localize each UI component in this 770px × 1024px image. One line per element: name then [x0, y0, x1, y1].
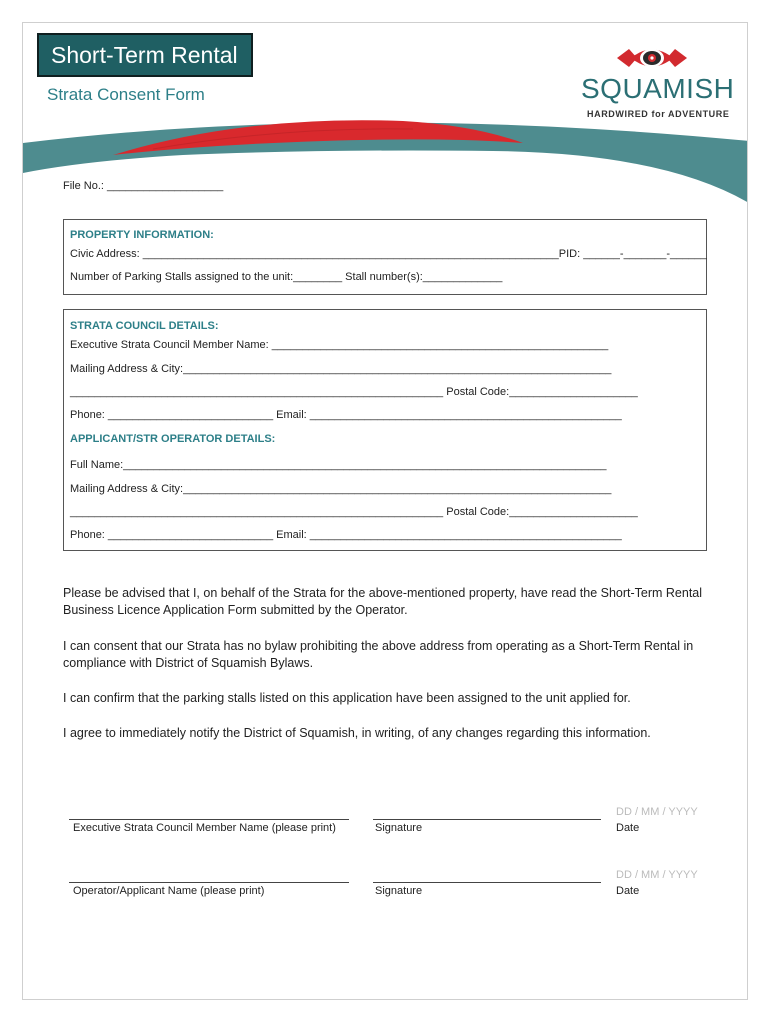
form-page: [22, 22, 748, 1000]
operator-name-signature-line[interactable]: [69, 882, 349, 883]
operator-date-field[interactable]: DD / MM / YYYY: [616, 869, 698, 881]
applicant-phone-email-field[interactable]: Phone: ___________________________ Email: ___________________________________________________: [70, 529, 622, 541]
strata-name-signature-line[interactable]: [69, 819, 349, 820]
logo-wordmark: SQUAMISH: [581, 73, 735, 104]
applicant-name-field[interactable]: Full Name:_______________________________________________________________________________: [70, 459, 607, 471]
strata-member-name-field[interactable]: Executive Strata Council Member Name: _______________________________________________________: [70, 339, 609, 351]
operator-name-label: Operator/Applicant Name (please print): [73, 885, 265, 897]
consent-paragraph-3: I can confirm that the parking stalls listed on this application have been assigned to the unit applied for.: [63, 691, 631, 705]
strata-signature-label: Signature: [375, 822, 423, 834]
form-title: Short-Term Rental: [37, 33, 253, 77]
strata-postal-code-field[interactable]: _____________________________________________________________ Postal Code:_____________________: [70, 386, 638, 398]
form-subtitle: Strata Consent Form: [47, 85, 205, 104]
file-number-field[interactable]: File No.: ___________________: [63, 180, 224, 192]
strata-date-field[interactable]: DD / MM / YYYY: [616, 806, 698, 818]
property-info-box: [63, 219, 707, 295]
strata-name-label: Executive Strata Council Member Name (please print): [73, 822, 336, 834]
operator-date-label: Date: [616, 885, 640, 897]
civic-address-field[interactable]: Civic Address: ____________________________________________________________________PID: ______-_______-______: [70, 248, 707, 260]
applicant-postal-code-field[interactable]: _____________________________________________________________ Postal Code:_____________________: [70, 506, 638, 518]
strata-date-label: Date: [616, 822, 640, 834]
operator-signature-line[interactable]: [373, 882, 601, 883]
strata-details-box: [63, 309, 707, 551]
operator-signature-label: Signature: [375, 885, 423, 897]
strata-mailing-address-field[interactable]: Mailing Address & City:______________________________________________________________________: [70, 363, 612, 375]
applicant-heading: APPLICANT/STR OPERATOR DETAILS:: [70, 433, 276, 445]
property-info-heading: PROPERTY INFORMATION:: [70, 229, 214, 241]
strata-phone-email-field[interactable]: Phone: ___________________________ Email: ___________________________________________________: [70, 409, 622, 421]
strata-signature-line[interactable]: [373, 819, 601, 820]
consent-paragraph-2: I can consent that our Strata has no bylaw prohibiting the above address from operating as a Short-Term Rental in compliance with District of Squamish Bylaws.: [63, 639, 694, 670]
consent-paragraph-4: I agree to immediately notify the District of Squamish, in writing, of any changes regarding this information.: [63, 726, 651, 740]
applicant-mailing-address-field[interactable]: Mailing Address & City:______________________________________________________________________: [70, 483, 612, 495]
squamish-emblem-icon: [615, 45, 689, 71]
parking-stalls-field[interactable]: Number of Parking Stalls assigned to the unit:________ Stall number(s):_____________: [70, 271, 503, 283]
logo-tagline: HARDWIRED for ADVENTURE: [587, 109, 730, 119]
strata-council-heading: STRATA COUNCIL DETAILS:: [70, 320, 219, 332]
consent-paragraph-1: Please be advised that I, on behalf of the Strata for the above-mentioned property, have read the Short-Term Rental Business Licence Application Form submitted by the Operator.: [63, 586, 703, 617]
